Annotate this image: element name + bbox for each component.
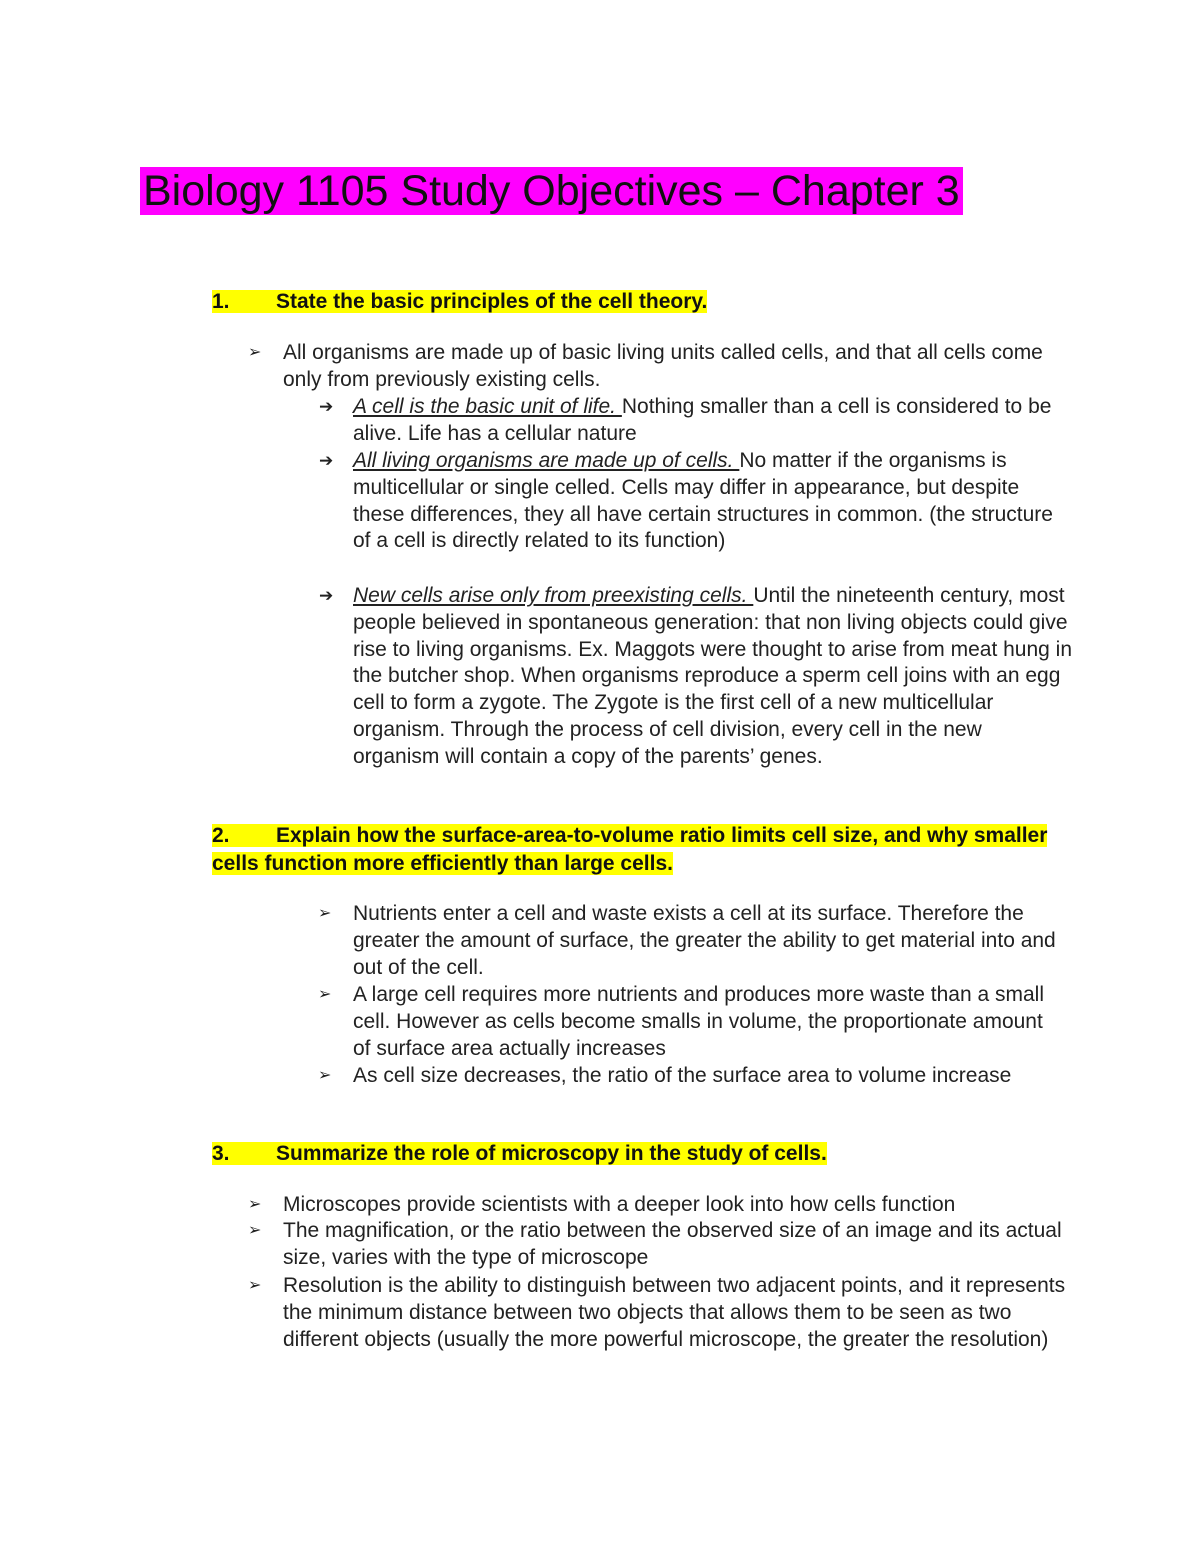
bullet-marker-icon: ➢ xyxy=(248,1222,262,1239)
key-principle: New cells arise only from preexisting cells. xyxy=(353,584,754,607)
arrow-marker-icon: ➔ xyxy=(319,451,334,470)
sub-bullet-item: ➔ New cells arise only from preexisting cells. Until the nineteenth century, most people believed in spontaneous generation: that non living objects could give rise to living organisms. Ex. Maggots were thought to arise from meat hung in the butcher shop. When organisms reproduce a sperm cell joins with an egg cell to form a zygote. The Zygote is the first cell of a new multicellular organism. Through the process of cell division, every cell in the new organism will contain a copy of the parents’ genes. xyxy=(319,584,1073,768)
bullet-marker-icon: ➢ xyxy=(318,905,332,922)
arrow-marker-icon: ➔ xyxy=(319,586,334,605)
objective-number: 2. xyxy=(212,824,230,847)
sub-bullet-item: ➔ A cell is the basic unit of life. Nothing smaller than a cell is considered to be alive. Life has a cellular nature xyxy=(319,395,1052,445)
objective-heading-text: Explain how the surface-area-to-volume ratio limits cell size, and why smaller cells function more efficiently than large cells. xyxy=(212,824,1048,875)
bullet-item: ➢ A large cell requires more nutrients and produces more waste than a small cell. However as cells become smalls in volume, the proportionate amount of surface area actually increases xyxy=(318,983,1045,1060)
bullet-item: ➢ The magnification, or the ratio between the observed size of an image and its actual size, varies with the type of microscope xyxy=(248,1219,1062,1269)
objective-heading-1 xyxy=(212,288,1072,316)
objective-heading-3 xyxy=(212,1140,1072,1168)
bullet-item: ➢ All organisms are made up of basic living units called cells, and that all cells come only from previously existing cells. xyxy=(248,341,1043,391)
bullet-marker-icon: ➢ xyxy=(248,1196,262,1213)
sub-bullet-item: ➔ All living organisms are made up of cells. No matter if the organisms is multicellular or single celled. Cells may differ in appearance, but despite these differences, they all have certain structures in common. (the structure of a cell is directly related to its function) xyxy=(319,449,1053,553)
objective-number: 3. xyxy=(212,1142,230,1165)
bullet-marker-icon: ➢ xyxy=(248,344,262,361)
bullet-item: ➢ Microscopes provide scientists with a deeper look into how cells function xyxy=(283,1192,1073,1219)
bullet-item: ➢ Resolution is the ability to distinguish between two adjacent points, and it represents the minimum distance between two objects that allows them to be seen as two different objects (usually the more powerful microscope, the greater the resolution) xyxy=(248,1274,1066,1351)
objective-heading-text: State the basic principles of the cell theory. xyxy=(276,290,708,313)
arrow-marker-icon: ➔ xyxy=(319,397,334,416)
objective-heading-text: Summarize the role of microscopy in the study of cells. xyxy=(276,1142,827,1165)
objective-heading-2 xyxy=(212,822,1082,878)
bullet-item: ➢ Nutrients enter a cell and waste exists a cell at its surface. Therefore the greater the amount of surface, the greater the ability to get material into and out of the cell. xyxy=(318,902,1056,979)
bullet-item: ➢ As cell size decreases, the ratio of the surface area to volume increase xyxy=(353,1063,1023,1090)
key-principle: All living organisms are made up of cells. xyxy=(353,449,740,472)
bullet-marker-icon: ➢ xyxy=(318,986,332,1003)
bullet-marker-icon: ➢ xyxy=(248,1277,262,1294)
objective-number: 1. xyxy=(212,290,230,313)
document-title: Biology 1105 Study Objectives – Chapter 3 xyxy=(140,160,963,220)
key-principle: A cell is the basic unit of life. xyxy=(353,395,622,418)
bullet-marker-icon: ➢ xyxy=(318,1067,332,1084)
